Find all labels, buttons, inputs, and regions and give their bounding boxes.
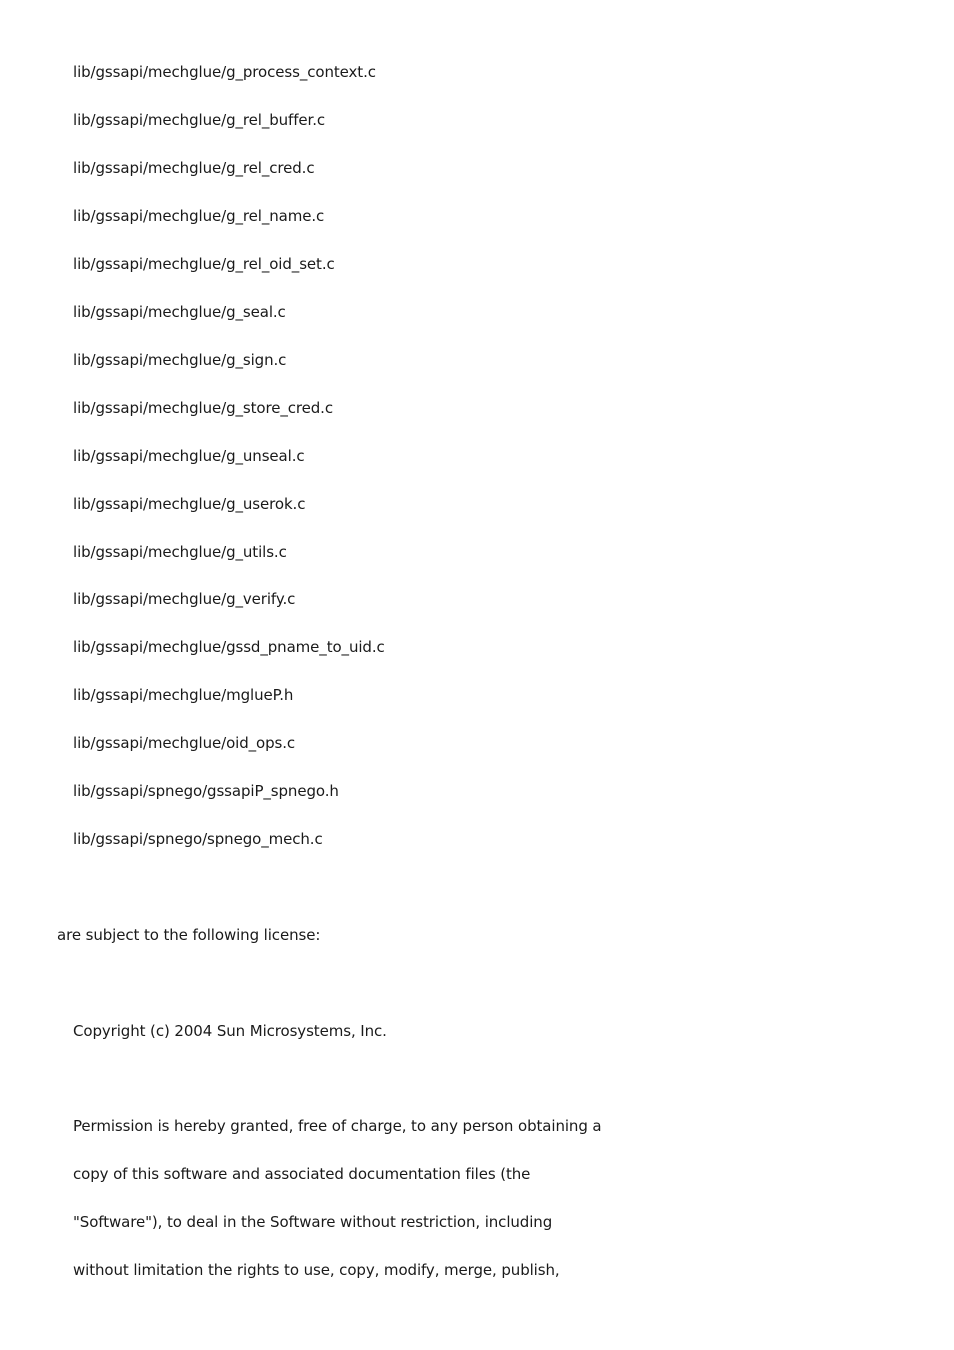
file-list-item: lib/gssapi/mechglue/g_seal.c [73,303,286,321]
permission-line: "Software"), to deal in the Software without restriction, including [73,1213,553,1231]
file-list-item: lib/gssapi/mechglue/g_unseal.c [73,447,305,465]
license-intro: are subject to the following license: [57,926,321,944]
file-list-item: lib/gssapi/mechglue/g_utils.c [73,543,287,561]
copyright-line: Copyright (c) 2004 Sun Microsystems, Inc. [73,1022,387,1040]
file-list-item: lib/gssapi/mechglue/g_verify.c [73,590,296,608]
file-list-item: lib/gssapi/mechglue/g_userok.c [73,495,306,513]
file-list-item: lib/gssapi/mechglue/g_rel_cred.c [73,159,315,177]
file-list-item: lib/gssapi/mechglue/g_store_cred.c [73,399,333,417]
file-list-item: lib/gssapi/mechglue/g_rel_oid_set.c [73,255,335,273]
permission-line: copy of this software and associated documentation files (the [73,1165,531,1183]
file-list-item: lib/gssapi/mechglue/oid_ops.c [73,734,296,752]
permission-line: Permission is hereby granted, free of charge, to any person obtaining a [73,1117,602,1135]
file-list-item: lib/gssapi/mechglue/g_rel_buffer.c [73,111,326,129]
permission-line: without limitation the rights to use, copy, modify, merge, publish, [73,1261,560,1279]
file-list-item: lib/gssapi/mechglue/g_sign.c [73,351,287,369]
file-list-item: lib/gssapi/mechglue/g_rel_name.c [73,207,325,225]
file-list-item: lib/gssapi/mechglue/g_process_context.c [73,63,376,81]
file-list-item: lib/gssapi/spnego/spnego_mech.c [73,830,323,848]
file-list-item: lib/gssapi/spnego/gssapiP_spnego.h [73,782,339,800]
file-list-item: lib/gssapi/mechglue/gssd_pname_to_uid.c [73,638,385,656]
file-list-item: lib/gssapi/mechglue/mglueP.h [73,686,294,704]
